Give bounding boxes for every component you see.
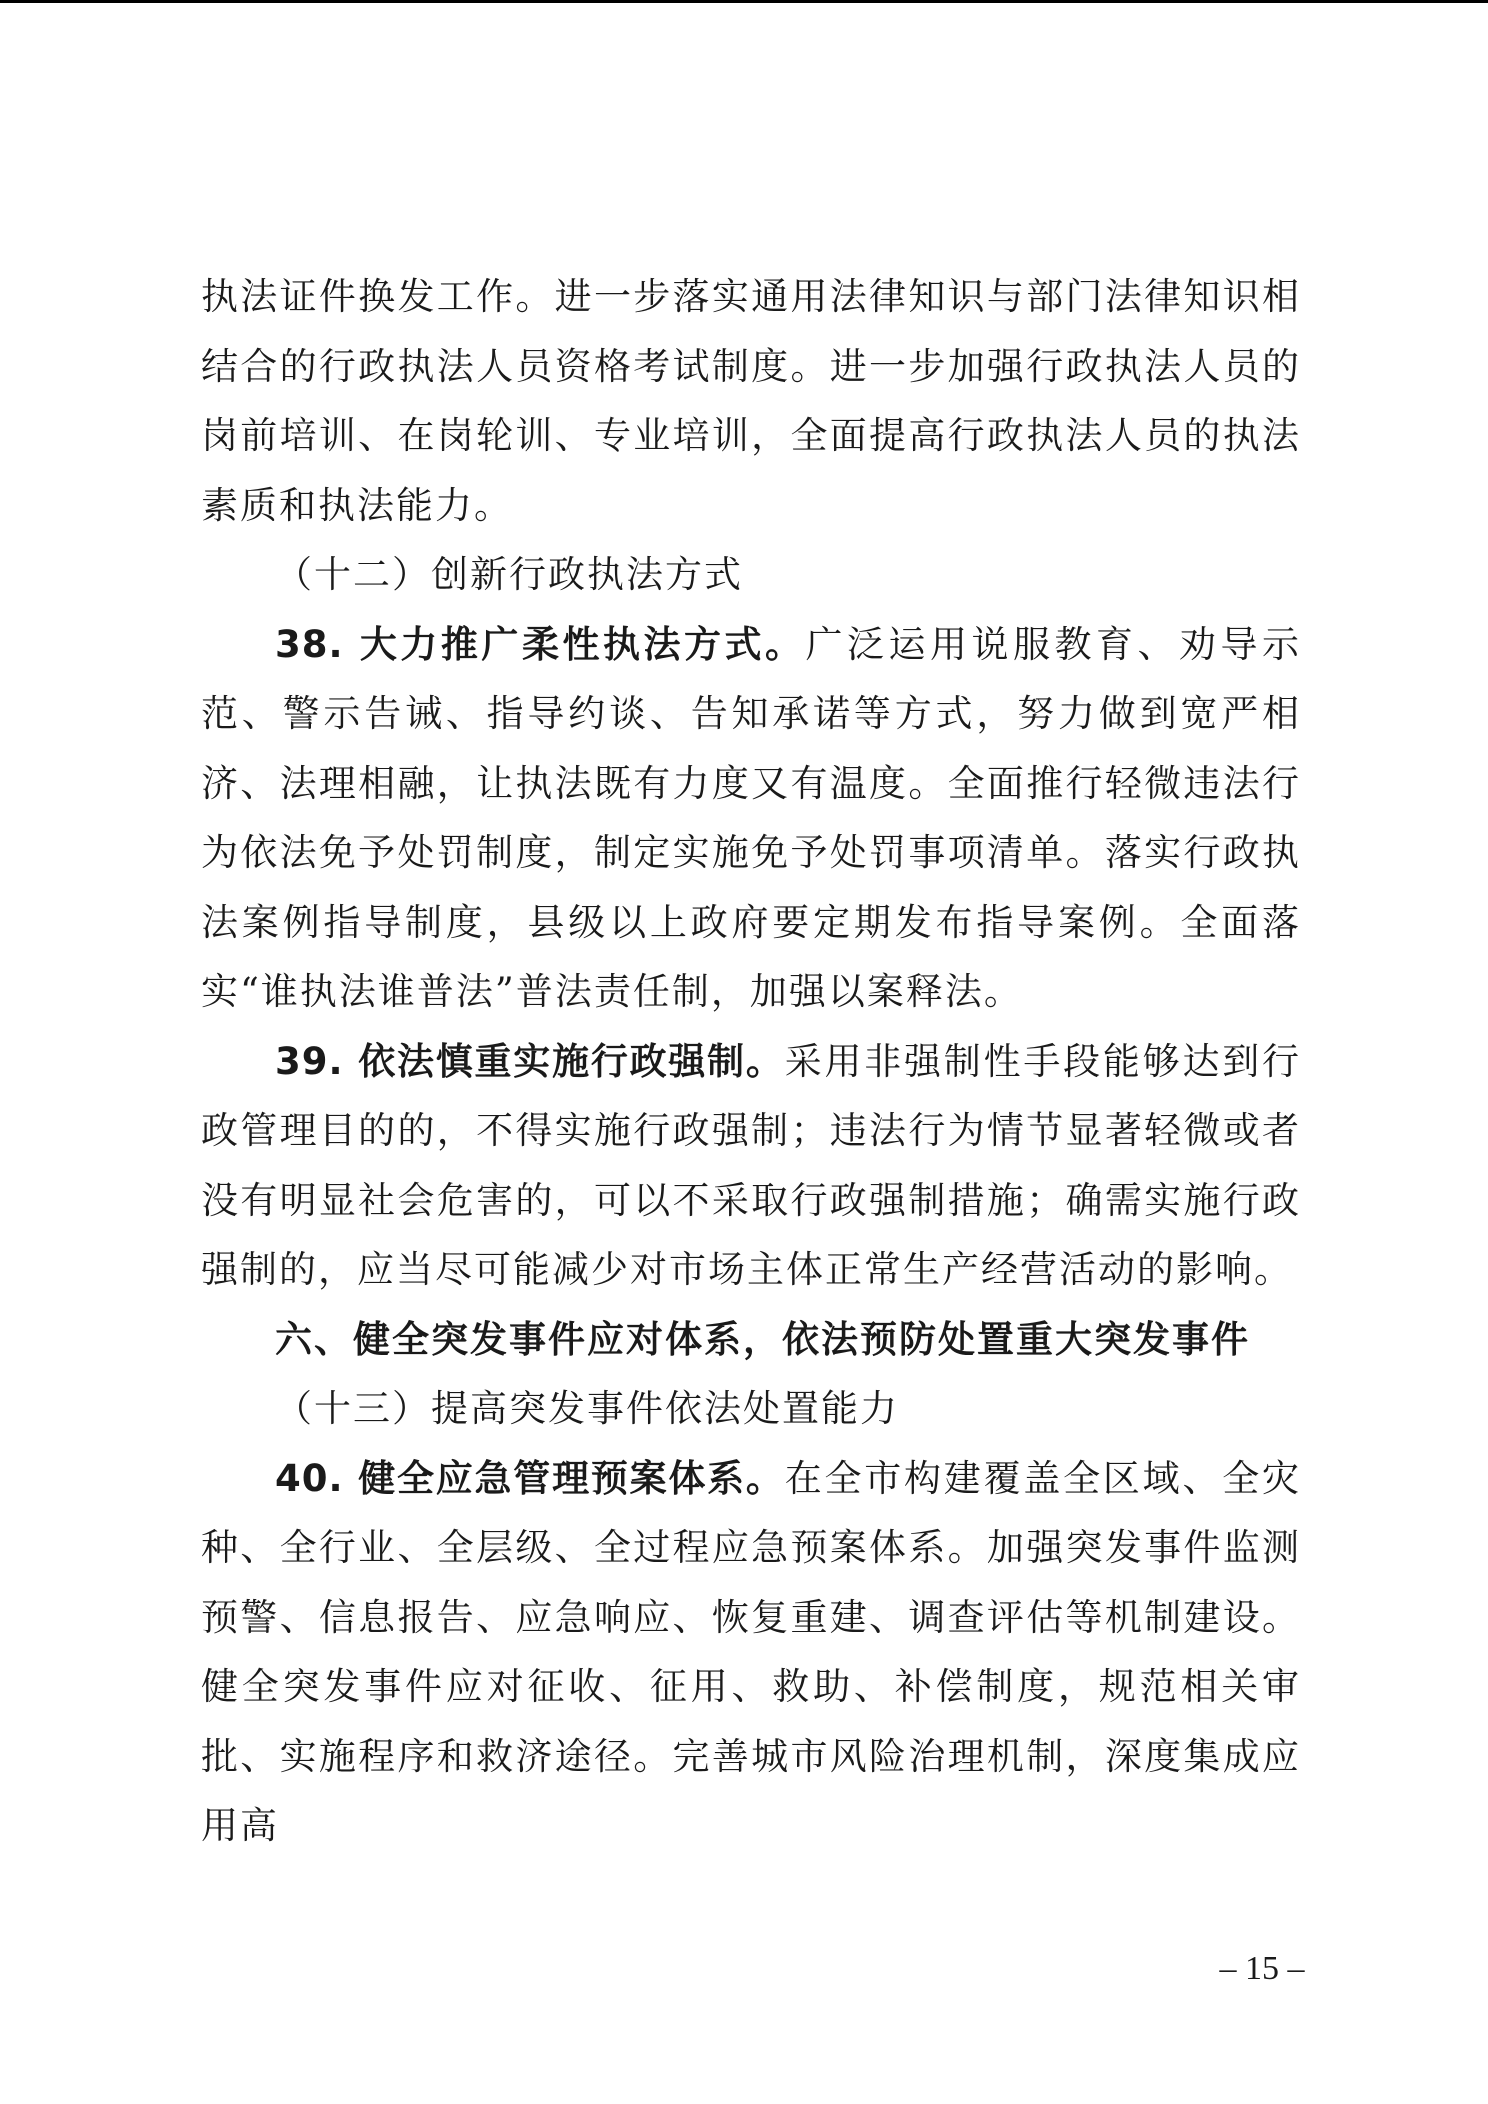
item-39-text: 采用非强制性手段能够达到行政管理目的的，不得实施行政强制；违法行为情节显著轻微或者没有明显社会危害的，可以不采取行政强制措施；确需实施行政强制的，应当尽可能减少对市场主体正常生产经营活动的影响。 bbox=[201, 1039, 1301, 1291]
document-body bbox=[201, 262, 1301, 1861]
item-39-paragraph bbox=[201, 1027, 1301, 1305]
item-38-text: 广泛运用说服教育、劝导示范、警示告诫、指导约谈、告知承诺等方式，努力做到宽严相济、法理相融，让执法既有力度又有温度。全面推行轻微违法行为依法免予处罚制度，制定实施免予处罚事项清单。落实行政执法案例指导制度，县级以上政府要定期发布指导案例。全面落实“谁执法谁普法”普法责任制，加强以案释法。 bbox=[201, 622, 1301, 1013]
item-40-paragraph bbox=[201, 1444, 1301, 1861]
item-39-lead: 39. 依法慎重实施行政强制。 bbox=[275, 1039, 785, 1083]
subsection-heading-12: （十二）创新行政执法方式 bbox=[275, 553, 743, 596]
top-border-line bbox=[0, 0, 1488, 3]
page-number: – 15 – bbox=[1219, 1950, 1305, 1987]
subsection-heading-13: （十三）提高突发事件依法处置能力 bbox=[275, 1387, 899, 1430]
item-38-lead: 38. 大力推广柔性执法方式。 bbox=[275, 622, 806, 666]
item-40-lead: 40. 健全应急管理预案体系。 bbox=[275, 1456, 785, 1500]
item-38-paragraph bbox=[201, 610, 1301, 1027]
paragraph-continued: 执法证件换发工作。进一步落实通用法律知识与部门法律知识相结合的行政执法人员资格考试制度。进一步加强行政执法人员的岗前培训、在岗轮训、专业培训，全面提高行政执法人员的执法素质和执法能力。 bbox=[201, 275, 1301, 527]
section-heading-6: 六、健全突发事件应对体系，依法预防处置重大突发事件 bbox=[275, 1317, 1250, 1361]
item-40-text: 在全市构建覆盖全区域、全灾种、全行业、全层级、全过程应急预案体系。加强突发事件监测预警、信息报告、应急响应、恢复重建、调查评估等机制建设。健全突发事件应对征收、征用、救助、补偿制度，规范相关审批、实施程序和救济途径。完善城市风险治理机制，深度集成应用高 bbox=[201, 1456, 1301, 1847]
